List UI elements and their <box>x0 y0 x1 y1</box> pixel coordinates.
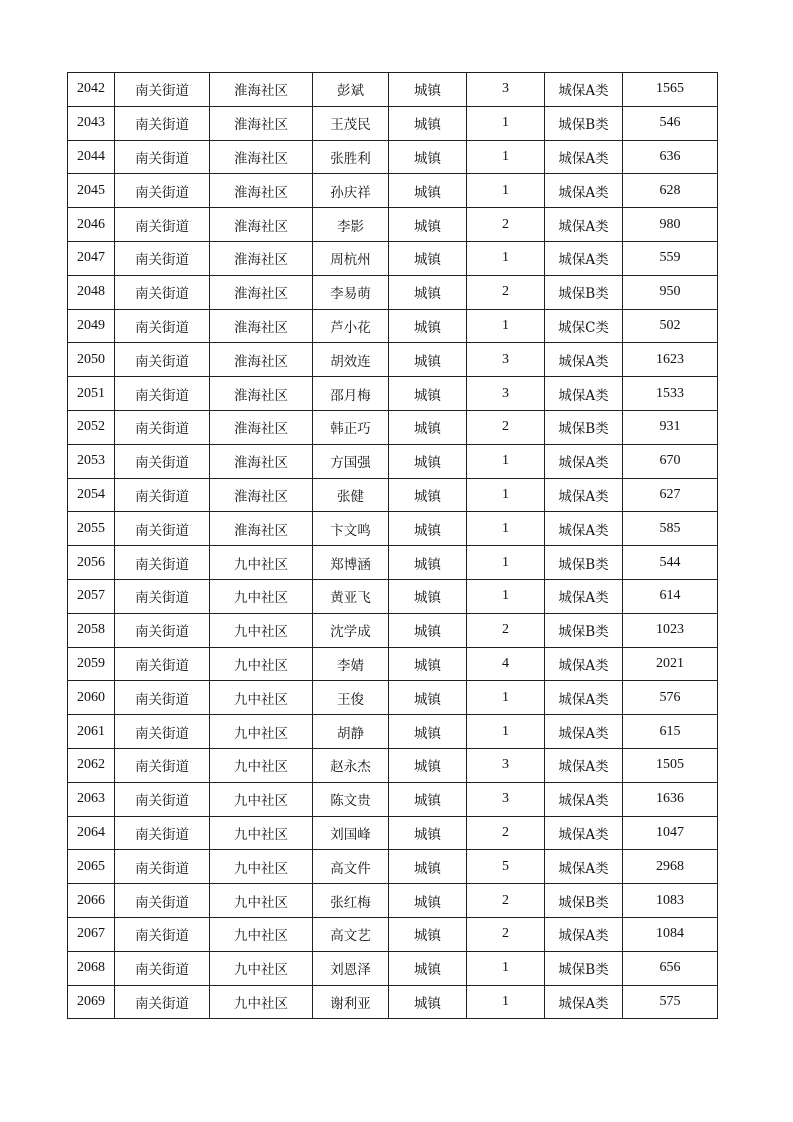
subdistrict-cell: 南关街道 <box>115 343 210 377</box>
name-cell: 卞文鸣 <box>313 512 389 546</box>
residence-type-cell: 城镇 <box>389 241 467 275</box>
serial-number-cell: 2049 <box>68 309 115 343</box>
amount-cell: 2021 <box>623 647 718 681</box>
serial-number-cell: 2054 <box>68 478 115 512</box>
name-cell: 彭斌 <box>313 73 389 107</box>
subdistrict-cell: 南关街道 <box>115 748 210 782</box>
household-size-cell: 1 <box>467 444 545 478</box>
serial-number-cell: 2053 <box>68 444 115 478</box>
table-row <box>68 985 718 1019</box>
subdistrict-cell: 南关街道 <box>115 613 210 647</box>
table-row <box>68 681 718 715</box>
community-cell: 淮海社区 <box>210 343 313 377</box>
subdistrict-cell: 南关街道 <box>115 715 210 749</box>
amount-cell: 627 <box>623 478 718 512</box>
insurance-category-cell: 城保B类 <box>545 410 623 444</box>
table-row <box>68 546 718 580</box>
amount-cell: 636 <box>623 140 718 174</box>
amount-cell: 614 <box>623 579 718 613</box>
residence-type-cell: 城镇 <box>389 208 467 242</box>
table-row <box>68 850 718 884</box>
amount-cell: 576 <box>623 681 718 715</box>
residence-type-cell: 城镇 <box>389 951 467 985</box>
subdistrict-cell: 南关街道 <box>115 410 210 444</box>
name-cell: 李婧 <box>313 647 389 681</box>
household-size-cell: 1 <box>467 546 545 580</box>
amount-cell: 931 <box>623 410 718 444</box>
subdistrict-cell: 南关街道 <box>115 917 210 951</box>
residence-type-cell: 城镇 <box>389 275 467 309</box>
community-cell: 淮海社区 <box>210 174 313 208</box>
name-cell: 王茂民 <box>313 106 389 140</box>
subdistrict-cell: 南关街道 <box>115 444 210 478</box>
table-row <box>68 715 718 749</box>
residence-type-cell: 城镇 <box>389 478 467 512</box>
residence-type-cell: 城镇 <box>389 917 467 951</box>
household-size-cell: 4 <box>467 647 545 681</box>
serial-number-cell: 2050 <box>68 343 115 377</box>
household-size-cell: 1 <box>467 985 545 1019</box>
insurance-category-cell: 城保C类 <box>545 309 623 343</box>
name-cell: 赵永杰 <box>313 748 389 782</box>
residence-type-cell: 城镇 <box>389 579 467 613</box>
insurance-category-cell: 城保A类 <box>545 647 623 681</box>
amount-cell: 670 <box>623 444 718 478</box>
name-cell: 沈学成 <box>313 613 389 647</box>
serial-number-cell: 2048 <box>68 275 115 309</box>
name-cell: 高文艺 <box>313 917 389 951</box>
insurance-category-cell: 城保A类 <box>545 174 623 208</box>
serial-number-cell: 2060 <box>68 681 115 715</box>
community-cell: 淮海社区 <box>210 275 313 309</box>
table-row <box>68 73 718 107</box>
name-cell: 黄亚飞 <box>313 579 389 613</box>
subdistrict-cell: 南关街道 <box>115 106 210 140</box>
records-table <box>67 72 718 1019</box>
community-cell: 九中社区 <box>210 748 313 782</box>
insurance-category-cell: 城保A类 <box>545 579 623 613</box>
subdistrict-cell: 南关街道 <box>115 512 210 546</box>
amount-cell: 585 <box>623 512 718 546</box>
household-size-cell: 1 <box>467 681 545 715</box>
residence-type-cell: 城镇 <box>389 546 467 580</box>
name-cell: 邵月梅 <box>313 377 389 411</box>
insurance-category-cell: 城保A类 <box>545 681 623 715</box>
amount-cell: 1084 <box>623 917 718 951</box>
amount-cell: 1565 <box>623 73 718 107</box>
residence-type-cell: 城镇 <box>389 985 467 1019</box>
name-cell: 刘国峰 <box>313 816 389 850</box>
household-size-cell: 1 <box>467 174 545 208</box>
insurance-category-cell: 城保B类 <box>545 884 623 918</box>
name-cell: 高文件 <box>313 850 389 884</box>
subdistrict-cell: 南关街道 <box>115 579 210 613</box>
insurance-category-cell: 城保A类 <box>545 140 623 174</box>
household-size-cell: 3 <box>467 343 545 377</box>
table-row <box>68 140 718 174</box>
insurance-category-cell: 城保A类 <box>545 444 623 478</box>
insurance-category-cell: 城保A类 <box>545 512 623 546</box>
community-cell: 九中社区 <box>210 782 313 816</box>
records-table-body <box>68 73 718 1019</box>
name-cell: 谢利亚 <box>313 985 389 1019</box>
table-row <box>68 106 718 140</box>
insurance-category-cell: 城保A类 <box>545 343 623 377</box>
insurance-category-cell: 城保B类 <box>545 546 623 580</box>
community-cell: 九中社区 <box>210 884 313 918</box>
subdistrict-cell: 南关街道 <box>115 850 210 884</box>
table-row <box>68 917 718 951</box>
table-row <box>68 444 718 478</box>
subdistrict-cell: 南关街道 <box>115 647 210 681</box>
residence-type-cell: 城镇 <box>389 512 467 546</box>
residence-type-cell: 城镇 <box>389 681 467 715</box>
insurance-category-cell: 城保B类 <box>545 106 623 140</box>
table-row <box>68 512 718 546</box>
residence-type-cell: 城镇 <box>389 309 467 343</box>
household-size-cell: 1 <box>467 140 545 174</box>
table-row <box>68 579 718 613</box>
table-row <box>68 241 718 275</box>
name-cell: 王俊 <box>313 681 389 715</box>
table-row <box>68 208 718 242</box>
serial-number-cell: 2056 <box>68 546 115 580</box>
serial-number-cell: 2065 <box>68 850 115 884</box>
table-row <box>68 613 718 647</box>
name-cell: 张健 <box>313 478 389 512</box>
community-cell: 淮海社区 <box>210 73 313 107</box>
subdistrict-cell: 南关街道 <box>115 140 210 174</box>
name-cell: 李易萌 <box>313 275 389 309</box>
community-cell: 淮海社区 <box>210 106 313 140</box>
community-cell: 九中社区 <box>210 715 313 749</box>
residence-type-cell: 城镇 <box>389 715 467 749</box>
insurance-category-cell: 城保B类 <box>545 275 623 309</box>
serial-number-cell: 2052 <box>68 410 115 444</box>
table-row <box>68 816 718 850</box>
name-cell: 韩正巧 <box>313 410 389 444</box>
community-cell: 九中社区 <box>210 546 313 580</box>
table-row <box>68 748 718 782</box>
community-cell: 九中社区 <box>210 613 313 647</box>
serial-number-cell: 2043 <box>68 106 115 140</box>
name-cell: 张红梅 <box>313 884 389 918</box>
amount-cell: 1636 <box>623 782 718 816</box>
table-row <box>68 884 718 918</box>
subdistrict-cell: 南关街道 <box>115 208 210 242</box>
serial-number-cell: 2058 <box>68 613 115 647</box>
serial-number-cell: 2067 <box>68 917 115 951</box>
household-size-cell: 2 <box>467 613 545 647</box>
residence-type-cell: 城镇 <box>389 647 467 681</box>
serial-number-cell: 2046 <box>68 208 115 242</box>
residence-type-cell: 城镇 <box>389 343 467 377</box>
amount-cell: 1505 <box>623 748 718 782</box>
table-row <box>68 478 718 512</box>
insurance-category-cell: 城保A类 <box>545 816 623 850</box>
insurance-category-cell: 城保B类 <box>545 613 623 647</box>
household-size-cell: 3 <box>467 377 545 411</box>
table-row <box>68 782 718 816</box>
household-size-cell: 2 <box>467 275 545 309</box>
household-size-cell: 2 <box>467 816 545 850</box>
community-cell: 淮海社区 <box>210 444 313 478</box>
insurance-category-cell: 城保A类 <box>545 208 623 242</box>
subdistrict-cell: 南关街道 <box>115 478 210 512</box>
insurance-category-cell: 城保A类 <box>545 782 623 816</box>
community-cell: 淮海社区 <box>210 410 313 444</box>
name-cell: 胡效连 <box>313 343 389 377</box>
household-size-cell: 1 <box>467 512 545 546</box>
serial-number-cell: 2044 <box>68 140 115 174</box>
insurance-category-cell: 城保A类 <box>545 377 623 411</box>
subdistrict-cell: 南关街道 <box>115 884 210 918</box>
subdistrict-cell: 南关街道 <box>115 681 210 715</box>
amount-cell: 980 <box>623 208 718 242</box>
residence-type-cell: 城镇 <box>389 782 467 816</box>
community-cell: 九中社区 <box>210 917 313 951</box>
community-cell: 九中社区 <box>210 816 313 850</box>
household-size-cell: 1 <box>467 951 545 985</box>
subdistrict-cell: 南关街道 <box>115 985 210 1019</box>
serial-number-cell: 2045 <box>68 174 115 208</box>
household-size-cell: 2 <box>467 208 545 242</box>
amount-cell: 1047 <box>623 816 718 850</box>
residence-type-cell: 城镇 <box>389 748 467 782</box>
residence-type-cell: 城镇 <box>389 444 467 478</box>
subdistrict-cell: 南关街道 <box>115 377 210 411</box>
amount-cell: 575 <box>623 985 718 1019</box>
insurance-category-cell: 城保A类 <box>545 241 623 275</box>
serial-number-cell: 2062 <box>68 748 115 782</box>
residence-type-cell: 城镇 <box>389 410 467 444</box>
amount-cell: 1083 <box>623 884 718 918</box>
household-size-cell: 3 <box>467 748 545 782</box>
household-size-cell: 2 <box>467 884 545 918</box>
name-cell: 刘恩泽 <box>313 951 389 985</box>
residence-type-cell: 城镇 <box>389 73 467 107</box>
household-size-cell: 3 <box>467 782 545 816</box>
serial-number-cell: 2042 <box>68 73 115 107</box>
insurance-category-cell: 城保A类 <box>545 985 623 1019</box>
amount-cell: 1023 <box>623 613 718 647</box>
table-row <box>68 410 718 444</box>
community-cell: 九中社区 <box>210 647 313 681</box>
residence-type-cell: 城镇 <box>389 613 467 647</box>
name-cell: 陈文贵 <box>313 782 389 816</box>
amount-cell: 559 <box>623 241 718 275</box>
community-cell: 淮海社区 <box>210 512 313 546</box>
household-size-cell: 2 <box>467 410 545 444</box>
subdistrict-cell: 南关街道 <box>115 816 210 850</box>
community-cell: 九中社区 <box>210 681 313 715</box>
community-cell: 淮海社区 <box>210 377 313 411</box>
community-cell: 淮海社区 <box>210 208 313 242</box>
serial-number-cell: 2066 <box>68 884 115 918</box>
name-cell: 张胜利 <box>313 140 389 174</box>
name-cell: 郑博涵 <box>313 546 389 580</box>
table-row <box>68 343 718 377</box>
community-cell: 九中社区 <box>210 951 313 985</box>
name-cell: 芦小花 <box>313 309 389 343</box>
household-size-cell: 1 <box>467 478 545 512</box>
serial-number-cell: 2064 <box>68 816 115 850</box>
serial-number-cell: 2068 <box>68 951 115 985</box>
name-cell: 胡静 <box>313 715 389 749</box>
residence-type-cell: 城镇 <box>389 884 467 918</box>
household-size-cell: 3 <box>467 73 545 107</box>
insurance-category-cell: 城保A类 <box>545 917 623 951</box>
table-row <box>68 951 718 985</box>
insurance-category-cell: 城保B类 <box>545 951 623 985</box>
community-cell: 九中社区 <box>210 850 313 884</box>
serial-number-cell: 2051 <box>68 377 115 411</box>
serial-number-cell: 2055 <box>68 512 115 546</box>
serial-number-cell: 2059 <box>68 647 115 681</box>
subdistrict-cell: 南关街道 <box>115 309 210 343</box>
amount-cell: 2968 <box>623 850 718 884</box>
insurance-category-cell: 城保A类 <box>545 715 623 749</box>
subdistrict-cell: 南关街道 <box>115 782 210 816</box>
community-cell: 淮海社区 <box>210 309 313 343</box>
name-cell: 周杭州 <box>313 241 389 275</box>
community-cell: 九中社区 <box>210 579 313 613</box>
community-cell: 九中社区 <box>210 985 313 1019</box>
residence-type-cell: 城镇 <box>389 377 467 411</box>
subdistrict-cell: 南关街道 <box>115 275 210 309</box>
serial-number-cell: 2061 <box>68 715 115 749</box>
residence-type-cell: 城镇 <box>389 174 467 208</box>
serial-number-cell: 2047 <box>68 241 115 275</box>
insurance-category-cell: 城保A类 <box>545 850 623 884</box>
name-cell: 孙庆祥 <box>313 174 389 208</box>
amount-cell: 544 <box>623 546 718 580</box>
community-cell: 淮海社区 <box>210 241 313 275</box>
household-size-cell: 1 <box>467 715 545 749</box>
amount-cell: 1533 <box>623 377 718 411</box>
table-row <box>68 174 718 208</box>
amount-cell: 1623 <box>623 343 718 377</box>
subdistrict-cell: 南关街道 <box>115 73 210 107</box>
amount-cell: 950 <box>623 275 718 309</box>
household-size-cell: 1 <box>467 579 545 613</box>
table-row <box>68 647 718 681</box>
subdistrict-cell: 南关街道 <box>115 546 210 580</box>
table-row <box>68 309 718 343</box>
residence-type-cell: 城镇 <box>389 850 467 884</box>
serial-number-cell: 2063 <box>68 782 115 816</box>
serial-number-cell: 2057 <box>68 579 115 613</box>
amount-cell: 628 <box>623 174 718 208</box>
amount-cell: 502 <box>623 309 718 343</box>
insurance-category-cell: 城保A类 <box>545 478 623 512</box>
serial-number-cell: 2069 <box>68 985 115 1019</box>
subdistrict-cell: 南关街道 <box>115 174 210 208</box>
subdistrict-cell: 南关街道 <box>115 241 210 275</box>
amount-cell: 546 <box>623 106 718 140</box>
household-size-cell: 5 <box>467 850 545 884</box>
household-size-cell: 1 <box>467 106 545 140</box>
name-cell: 方国强 <box>313 444 389 478</box>
insurance-category-cell: 城保A类 <box>545 73 623 107</box>
household-size-cell: 1 <box>467 309 545 343</box>
name-cell: 李影 <box>313 208 389 242</box>
residence-type-cell: 城镇 <box>389 106 467 140</box>
residence-type-cell: 城镇 <box>389 140 467 174</box>
community-cell: 淮海社区 <box>210 478 313 512</box>
amount-cell: 656 <box>623 951 718 985</box>
table-row <box>68 377 718 411</box>
table-row <box>68 275 718 309</box>
residence-type-cell: 城镇 <box>389 816 467 850</box>
household-size-cell: 2 <box>467 917 545 951</box>
subdistrict-cell: 南关街道 <box>115 951 210 985</box>
community-cell: 淮海社区 <box>210 140 313 174</box>
insurance-category-cell: 城保A类 <box>545 748 623 782</box>
amount-cell: 615 <box>623 715 718 749</box>
household-size-cell: 1 <box>467 241 545 275</box>
